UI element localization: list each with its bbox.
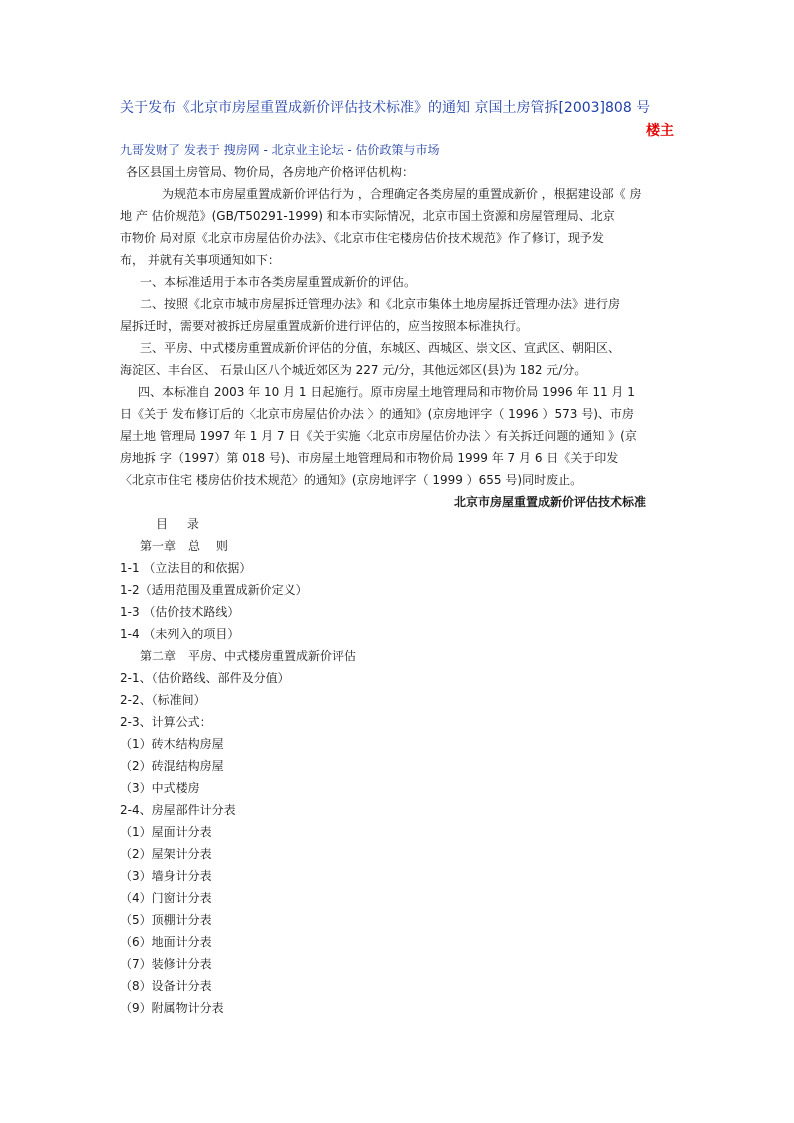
toc-item: （2）屋架计分表 [120, 847, 212, 861]
intro-line: 为规范本市房屋重置成新价评估行为 ，合理确定各类房屋的重置成新价 ，根据建设部《 房 [162, 187, 642, 201]
toc-item: 1-2（适用范围及重置成新价定义） [120, 583, 308, 597]
toc-item: （7）装修计分表 [120, 957, 212, 971]
toc-item: 1-1 （立法目的和依据） [120, 561, 252, 575]
toc-item: （3）墙身计分表 [120, 869, 212, 883]
toc-item: （4）门窗计分表 [120, 891, 212, 905]
toc-title: 目 录 [156, 517, 200, 531]
toc-item: 2-4、房屋部件计分表 [120, 803, 236, 817]
toc-chapter-1: 第一章 总 则 [140, 539, 228, 553]
item-4-line: 屋土地 管理局 1997 年 1 月 7 日《关于实施〈北京市房屋估价办法 〉有关拆迁问题的通知 》(京 [120, 429, 637, 443]
notice-body [120, 161, 680, 1019]
item-4-line: 〈北京市住宅 楼房估价技术规范〉的通知》(京房地评字（ 1999 ）655 号)同时废止。 [120, 473, 583, 487]
toc-item: （1）屋面计分表 [120, 825, 212, 839]
item-2-line: 二、按照《北京市城市房屋拆迁管理办法》和《北京市集体土地房屋拆迁管理办法》进行房 [140, 297, 621, 311]
floor-label: 楼主 [646, 123, 674, 139]
toc-item: （5）顶棚计分表 [120, 913, 212, 927]
standard-title: 北京市房屋重置成新价评估技术标准 [453, 495, 646, 509]
item-2-line: 屋拆迁时，需要对被拆迁房屋重置成新价进行评估的，应当按照本标准执行。 [120, 319, 529, 333]
toc-item: 2-3、计算公式： [120, 715, 212, 729]
toc-item: （2）砖混结构房屋 [120, 759, 224, 773]
intro-line: 市物价 局对原《北京市房屋估价办法》、《北京市住宅楼房估价技术规范》作了修订，现予发 [120, 231, 604, 245]
toc-chapter-2: 第二章 平房、中式楼房重置成新价评估 [140, 649, 357, 663]
toc-item: 1-4 （未列入的项目） [120, 627, 240, 641]
intro-line: 布， 并就有关事项通知如下： [120, 253, 280, 267]
item-1: 一、本标准适用于本市各类房屋重置成新价的评估。 [140, 275, 417, 289]
salutation: 各区县国土房管局、物价局，各房地产价格评估机构： [126, 165, 415, 179]
post-title: 关于发布《北京市房屋重置成新价评估技术标准》的通知 京国土房管拆[2003]808 号 [120, 100, 651, 116]
toc-item: 2-2、（标准间） [120, 693, 206, 707]
item-4-line: 日《关于 发布修订后的〈北京市房屋估价办法 〉的通知》(京房地评字（ 1996 ）573 号)、市房 [120, 407, 634, 421]
post-byline: 九哥发财了 发表于 搜房网 - 北京业主论坛 - 估价政策与市场 [120, 143, 440, 157]
toc-item: （3）中式楼房 [120, 781, 200, 795]
toc-item: 2-1、（估价路线、部件及分值） [120, 671, 290, 685]
intro-line: 地 产 估价规范》(GB/T50291-1999) 和本市实际情况，北京市国土资源和房屋管理局、北京 [120, 209, 615, 223]
toc-item: （8）设备计分表 [120, 979, 212, 993]
toc-item: （1）砖木结构房屋 [120, 737, 224, 751]
item-4-line: 房地拆 字（1997）第 018 号)、市房屋土地管理局和市物价局 1999 年 7 月 6 日《关于印发 [120, 451, 619, 465]
item-3-line: 三、平房、中式楼房重置成新价评估的分值，东城区、西城区、崇文区、宣武区、朝阳区、 [140, 341, 621, 355]
toc-item: （9）附属物计分表 [120, 1001, 224, 1015]
item-4-line: 四、本标准自 2003 年 10 月 1 日起施行。原市房屋土地管理局和市物价局 1996 年 11 月 1 [138, 385, 635, 399]
toc-item: 1-3 （估价技术路线） [120, 605, 240, 619]
toc-item: （6）地面计分表 [120, 935, 212, 949]
item-3-line: 海淀区、丰台区、 石景山区八个城近郊区为 227 元/分，其他远郊区(县)为 182 元/分。 [120, 363, 587, 377]
